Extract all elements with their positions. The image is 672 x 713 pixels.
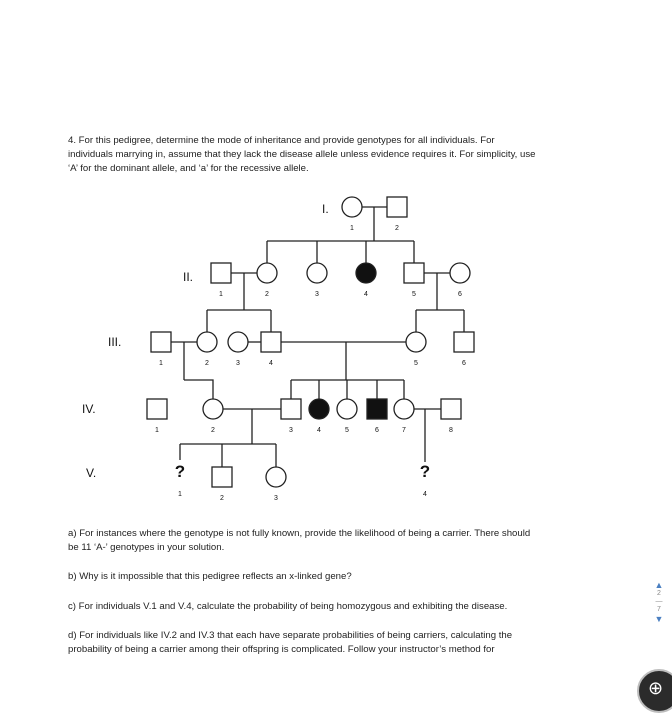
number-iii-4: 4 <box>269 360 273 367</box>
female-iv-2 <box>203 399 223 419</box>
number-ii-3: 3 <box>315 291 319 298</box>
number-v-4: 4 <box>423 491 427 498</box>
number-iv-8: 8 <box>449 427 453 434</box>
female-i-1 <box>342 197 362 217</box>
female-ii-2 <box>257 263 277 283</box>
question-line-2: individuals marrying in, assume that they lack the disease allele unless evidence requires it. For simplicity, use <box>68 149 536 160</box>
generation-label: IV. <box>82 402 96 416</box>
male-iv-3 <box>281 399 301 419</box>
number-iii-1: 1 <box>159 360 163 367</box>
male-iii-6 <box>454 332 474 352</box>
male-iii-4 <box>261 332 281 352</box>
male-ii-1 <box>211 263 231 283</box>
female-iv-4 <box>309 399 329 419</box>
number-ii-5: 5 <box>412 291 416 298</box>
number-iv-6: 6 <box>375 427 379 434</box>
male-iii-1 <box>151 332 171 352</box>
male-ii-5 <box>404 263 424 283</box>
page-down-icon[interactable]: ▼ <box>654 614 664 624</box>
number-iv-7: 7 <box>402 427 406 434</box>
generation-label: III. <box>108 335 122 349</box>
part-a-line-1: a) For instances where the genotype is not fully known, provide the likelihood of being a carrier. There should <box>68 528 531 539</box>
unknown-v-1: ? <box>174 462 186 481</box>
child-drop-line <box>184 380 213 399</box>
number-v-3: 3 <box>274 495 278 502</box>
number-iv-1: 1 <box>155 427 159 434</box>
question-line-1: 4. For this pedigree, determine the mode of inheritance and provide genotypes for all individuals. For <box>68 135 495 146</box>
number-iii-5: 5 <box>414 360 418 367</box>
current-page: 2 <box>657 590 661 597</box>
part-c: c) For individuals V.1 and V.4, calculate the probability of being homozygous and exhibiting the disease. <box>68 601 508 612</box>
female-ii-4 <box>356 263 376 283</box>
question-line-3: ‘A’ for the dominant allele, and ‘a’ for the recessive allele. <box>68 163 309 174</box>
part-a-line-2: be 11 ‘A-’ genotypes in your solution. <box>68 542 225 553</box>
page-up-icon[interactable]: ▲ <box>654 580 664 590</box>
number-iii-2: 2 <box>205 360 209 367</box>
number-v-2: 2 <box>220 495 224 502</box>
female-iv-7 <box>394 399 414 419</box>
female-iii-2 <box>197 332 217 352</box>
generation-label: I. <box>322 202 329 216</box>
number-iv-4: 4 <box>317 427 321 434</box>
generation-label: V. <box>86 466 97 480</box>
male-iv-6 <box>367 399 387 419</box>
male-i-2 <box>387 197 407 217</box>
number-iv-2: 2 <box>211 427 215 434</box>
number-ii-6: 6 <box>458 291 462 298</box>
female-iv-5 <box>337 399 357 419</box>
number-iii-6: 6 <box>462 360 466 367</box>
number-ii-2: 2 <box>265 291 269 298</box>
female-v-3 <box>266 467 286 487</box>
number-ii-4: 4 <box>364 291 368 298</box>
female-ii-6 <box>450 263 470 283</box>
number-ii-1: 1 <box>219 291 223 298</box>
page-divider: — <box>655 598 663 605</box>
zoom-button[interactable] <box>637 669 672 713</box>
male-iv-8 <box>441 399 461 419</box>
unknown-v-4: ? <box>419 462 431 481</box>
male-v-2 <box>212 467 232 487</box>
zoom-icon: ⊕ <box>648 678 664 699</box>
female-iii-5 <box>406 332 426 352</box>
number-iv-3: 3 <box>289 427 293 434</box>
number-v-1: 1 <box>178 491 182 498</box>
part-d-line-2: probability of being a carrier among their offspring is complicated. Follow your instructor’s method for <box>68 644 495 655</box>
female-ii-3 <box>307 263 327 283</box>
part-b: b) Why is it impossible that this pedigree reflects an x-linked gene? <box>68 571 352 582</box>
number-iii-3: 3 <box>236 360 240 367</box>
generation-label: II. <box>183 270 194 284</box>
number-i-1: 1 <box>350 225 354 232</box>
total-pages: 7 <box>657 606 661 613</box>
male-iv-1 <box>147 399 167 419</box>
female-iii-3 <box>228 332 248 352</box>
number-iv-5: 5 <box>345 427 349 434</box>
part-d-line-1: d) For individuals like IV.2 and IV.3 that each have separate probabilities of being carriers, calculating the <box>68 630 513 641</box>
page-indicator <box>648 580 670 628</box>
number-i-2: 2 <box>395 225 399 232</box>
